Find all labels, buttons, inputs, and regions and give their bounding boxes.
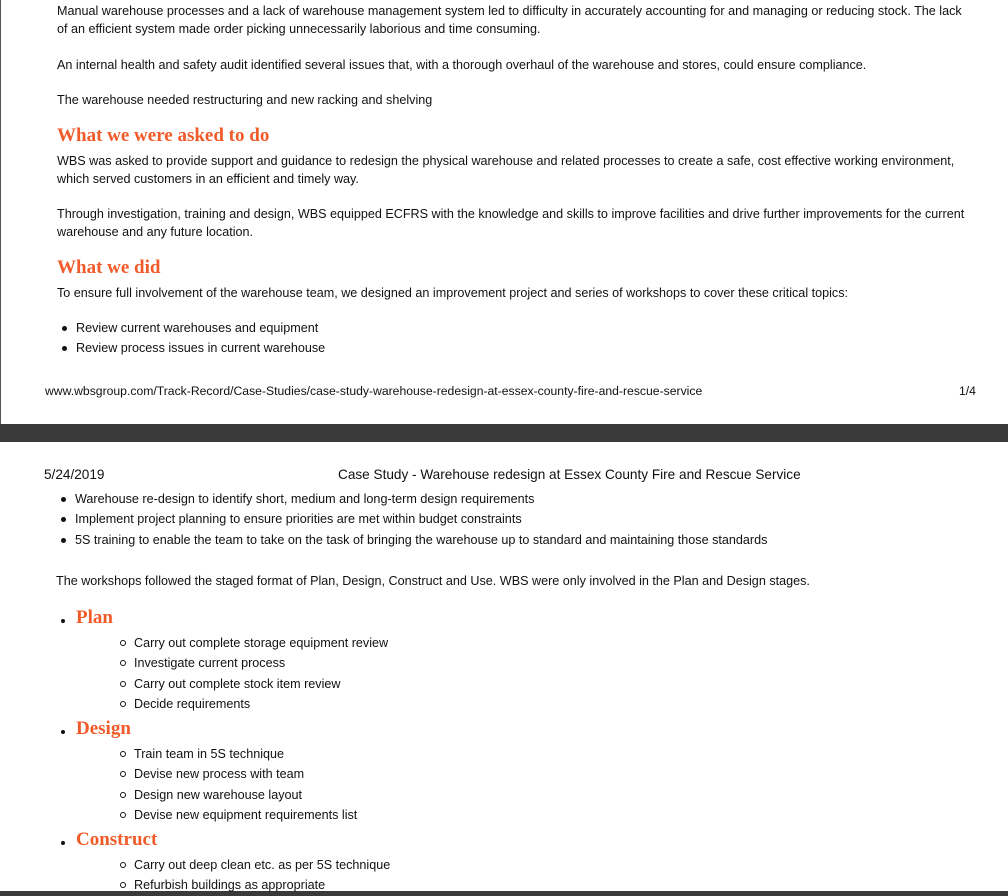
list-item: Warehouse re-design to identify short, medium and long-term design requirements [60, 489, 767, 509]
paragraph-involvement: To ensure full involvement of the warehouse team, we designed an improvement project and series of workshops to cover these critical topics: [57, 286, 849, 300]
list-item: Carry out complete stock item review [120, 674, 388, 694]
paragraph-workshops: The workshops followed the staged format of Plan, Design, Construct and Use. WBS were only involved in the Plan and Design stages. [56, 574, 810, 588]
plan-items [120, 633, 388, 715]
stage-design [60, 718, 131, 740]
list-item: Design new warehouse layout [120, 785, 357, 805]
list-item: Carry out complete storage equipment review [120, 633, 388, 653]
stage-heading-design: Design [60, 718, 131, 740]
list-item: Devise new equipment requirements list [120, 805, 357, 825]
list-item: Review current warehouses and equipment [61, 318, 325, 338]
heading-what-we-did: What we did [57, 257, 161, 278]
stage-heading-plan: Plan [60, 607, 113, 629]
stage-construct [60, 829, 157, 851]
paragraph-asked-support: WBS was asked to provide support and guidance to redesign the physical warehouse and related processes to create a safe, cost effective working environment, which served customers in an efficient and timely way. [57, 154, 955, 186]
list-item: Investigate current process [120, 653, 388, 673]
list-item: Implement project planning to ensure priorities are met within budget constraints [60, 509, 767, 529]
stage-plan [60, 607, 113, 629]
paragraph-manual-processes: Manual warehouse processes and a lack of warehouse management system led to difficulty in accurately accounting for and managing or reducing stock. The lack of an efficient system made order picking unnecessarily laborious and time consuming. [57, 4, 962, 36]
list-item: Refurbish buildings as appropriate [120, 875, 390, 895]
heading-what-we-were-asked: What we were asked to do [57, 125, 270, 146]
page-number: 1/4 [959, 384, 976, 398]
list-item: Decide requirements [120, 694, 388, 714]
stage-heading-construct: Construct [60, 829, 157, 851]
design-items [120, 744, 357, 826]
construct-items [120, 855, 390, 896]
paragraph-health-safety: An internal health and safety audit identified several issues that, with a thorough overhaul of the warehouse and stores, could ensure compliance. [57, 58, 867, 72]
header-date: 5/24/2019 [44, 467, 105, 482]
list-item: 5S training to enable the team to take on the task of bringing the warehouse up to standard and maintaining those standards [60, 530, 767, 550]
topics-list-page1 [61, 318, 325, 359]
list-item: Devise new process with team [120, 764, 357, 784]
list-item: Carry out deep clean etc. as per 5S technique [120, 855, 390, 875]
list-item: Train team in 5S technique [120, 744, 357, 764]
topics-list-page2 [60, 489, 767, 550]
pdf-page-1 [0, 0, 1008, 424]
footer-url: www.wbsgroup.com/Track-Record/Case-Studies/case-study-warehouse-redesign-at-essex-county-fire-and-rescue-service [45, 384, 703, 398]
header-title: Case Study - Warehouse redesign at Essex County Fire and Rescue Service [338, 467, 801, 482]
paragraph-restructuring: The warehouse needed restructuring and new racking and shelving [57, 93, 433, 107]
paragraph-investigation: Through investigation, training and design, WBS equipped ECFRS with the knowledge and skills to improve facilities and drive further improvements for the current warehouse and any future location. [57, 207, 965, 239]
list-item: Review process issues in current warehouse [61, 338, 325, 358]
